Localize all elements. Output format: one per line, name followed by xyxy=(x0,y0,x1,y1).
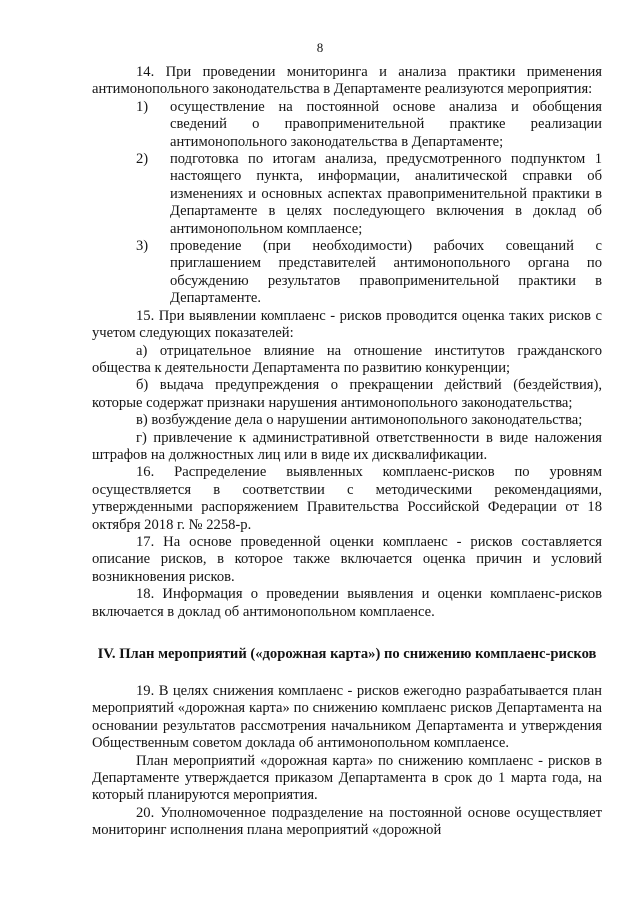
list-item: г) привлечение к административной ответственности в виде наложения штрафов на должностных лиц или в виде их дисквалификации. xyxy=(92,429,602,463)
paragraph-18: 18. Информация о проведении выявления и оценки комплаенс-рисков включается в доклад об антимонопольном комплаенсе. xyxy=(92,586,602,620)
paragraph-15-intro: 15. При выявлении комплаенс - рисков проводится оценка таких рисков с учетом следующих показателей: xyxy=(92,307,602,342)
list-item: в) возбуждение дела о нарушении антимонопольного законодательства; xyxy=(136,412,583,429)
list-item-number: 2) xyxy=(136,151,149,168)
list-item-text: осуществление на постоянной основе анализа и обобщения сведений о правоприменительной практике реализации антимонопольного законодательства в Департаменте; xyxy=(170,98,602,150)
section-title: IV. План мероприятий («дорожная карта») по снижению комплаенс-рисков xyxy=(97,646,597,662)
list-item-text: подготовка по итогам анализа, предусмотренного подпунктом 1 настоящего пункта, информации, аналитической справки об изменениях и основных аспектах правоприменительной практики в Департаменте в целях последующего включения в доклад об антимонопольном комплаенсе; xyxy=(170,151,602,237)
document-body xyxy=(92,64,602,840)
list-item-number: 3) xyxy=(136,238,149,255)
list-item-text: проведение (при необходимости) рабочих совещаний с приглашением представителей антимонопольного органа по обсуждению результатов правоприменительной практики в Департаменте. xyxy=(170,238,602,307)
list-item xyxy=(92,151,602,238)
paragraph-14-intro: 14. При проведении мониторинга и анализа практики применения антимонопольного законодательства в Департаменте реализуются мероприятия: xyxy=(92,64,602,98)
page-number: 8 xyxy=(316,40,324,55)
list-item: а) отрицательное влияние на отношение институтов гражданского общества к деятельности Департамента по развитию конкуренции; xyxy=(92,342,602,376)
paragraph-19: 19. В целях снижения комплаенс - рисков ежегодно разрабатывается план мероприятий «дорожная карта» по снижению комплаенс рисков Департамента на основании результатов рассмотрения начальником Департамента и утверждения Общественным советом доклада об антимонопольном комплаенсе. xyxy=(92,683,602,752)
list-item xyxy=(92,99,602,151)
list-item xyxy=(92,238,602,308)
paragraph-20: 20. Уполномоченное подразделение на постоянной основе осуществляет мониторинг исполнения плана мероприятий «дорожной xyxy=(92,804,602,839)
list-item-number: 1) xyxy=(136,98,149,115)
list-item: б) выдача предупреждения о прекращении действий (бездействия), которые содержат признаки нарушения антимонопольного законодательства; xyxy=(92,377,602,411)
paragraph-16: 16. Распределение выявленных комплаенс-рисков по уровням осуществляется в соответствии с методическими рекомендациями, утвержденными распоряжением Правительства Российской Федерации от 18 октября 2018 г. № 2258-р. xyxy=(92,464,602,533)
paragraph-17: 17. На основе проведенной оценки комплаенс - рисков составляется описание рисков, в которое также включается оценка причин и условий возникновения рисков. xyxy=(92,533,602,585)
paragraph-19-continued: План мероприятий «дорожная карта» по снижению комплаенс - рисков в Департаменте утверждается приказом Департамента в срок до 1 марта года, на который планируются мероприятия. xyxy=(92,752,602,804)
